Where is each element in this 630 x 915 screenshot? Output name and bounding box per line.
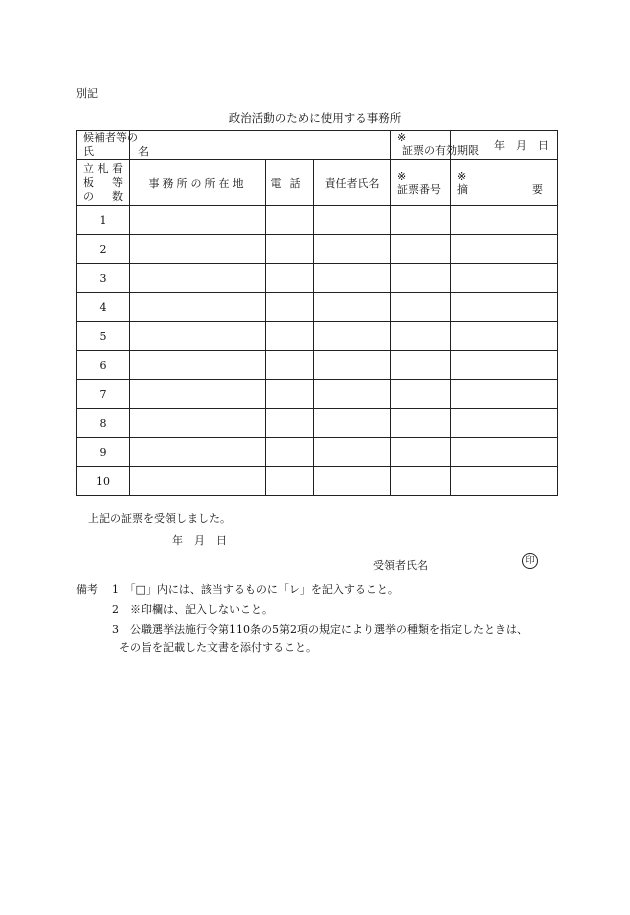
person-in-charge-cell[interactable] (314, 235, 391, 264)
table-row (77, 409, 558, 438)
table-row (77, 293, 558, 322)
note-item-3: 3 公職選挙法施行令第110条の5第2項の規定により選挙の種類を指定したときは、 (112, 623, 528, 636)
row-number[interactable]: 1 (77, 206, 130, 235)
person-in-charge-cell[interactable] (314, 409, 391, 438)
certificate-number-cell[interactable] (391, 438, 451, 467)
row-number[interactable]: 9 (77, 438, 130, 467)
remarks-cell[interactable] (451, 206, 558, 235)
certificate-number-cell[interactable] (391, 206, 451, 235)
candidate-row (77, 131, 558, 160)
person-in-charge-cell[interactable] (314, 293, 391, 322)
certificate-number-cell[interactable] (391, 322, 451, 351)
remarks-cell[interactable] (451, 322, 558, 351)
boards-count-header: 立札看 板 等 の 数 (77, 160, 130, 206)
expiry-label-cell (391, 131, 480, 160)
certificate-number-cell[interactable] (391, 409, 451, 438)
row-number[interactable]: 2 (77, 235, 130, 264)
phone-cell[interactable] (266, 438, 314, 467)
notes-heading: 備考 (76, 583, 98, 596)
note-item-1: 1 「□」内には、該当するものに「レ」を記入すること。 (112, 583, 399, 596)
address-cell[interactable] (130, 264, 266, 293)
header-row (77, 160, 558, 206)
table-row (77, 322, 558, 351)
row-number[interactable]: 10 (77, 467, 130, 496)
phone-header: 電話 (266, 160, 314, 206)
expiry-label: 証票の有効期限 (402, 144, 480, 157)
phone-cell[interactable] (266, 235, 314, 264)
person-in-charge-cell[interactable] (314, 264, 391, 293)
remarks-cell[interactable] (451, 351, 558, 380)
remarks-cell[interactable] (451, 264, 558, 293)
seal-mark: 印 (522, 553, 538, 569)
expiry-date-field[interactable]: 年 月 日 (451, 131, 558, 160)
row-number[interactable]: 6 (77, 351, 130, 380)
address-cell[interactable] (130, 438, 266, 467)
office-use-mark: ※ (457, 169, 467, 183)
table-row (77, 235, 558, 264)
table-row (77, 467, 558, 496)
phone-cell[interactable] (266, 467, 314, 496)
phone-cell[interactable] (266, 206, 314, 235)
candidate-name-label: 候補者等の 氏 名 (77, 131, 130, 160)
remarks-header: ※ 摘 要 (451, 160, 558, 206)
person-in-charge-cell[interactable] (314, 351, 391, 380)
row-number[interactable]: 8 (77, 409, 130, 438)
phone-cell[interactable] (266, 322, 314, 351)
recipient-name-label: 受領者氏名 (373, 559, 428, 572)
address-cell[interactable] (130, 293, 266, 322)
phone-cell[interactable] (266, 380, 314, 409)
data-rows (77, 206, 558, 496)
certificate-number-header: ※ 証票番号 (391, 160, 451, 206)
row-number[interactable]: 5 (77, 322, 130, 351)
certificate-number-cell[interactable] (391, 264, 451, 293)
address-cell[interactable] (130, 235, 266, 264)
person-in-charge-cell[interactable] (314, 206, 391, 235)
address-header: 事務所の所在地 (130, 160, 266, 206)
row-number[interactable]: 4 (77, 293, 130, 322)
table-row (77, 264, 558, 293)
person-in-charge-cell[interactable] (314, 322, 391, 351)
row-number[interactable]: 7 (77, 380, 130, 409)
receipt-date[interactable]: 年 月 日 (172, 534, 227, 547)
phone-cell[interactable] (266, 264, 314, 293)
address-cell[interactable] (130, 409, 266, 438)
certificate-number-cell[interactable] (391, 351, 451, 380)
person-in-charge-cell[interactable] (314, 467, 391, 496)
address-cell[interactable] (130, 467, 266, 496)
person-in-charge-cell[interactable] (314, 438, 391, 467)
phone-cell[interactable] (266, 293, 314, 322)
table-row (77, 438, 558, 467)
phone-cell[interactable] (266, 351, 314, 380)
person-in-charge-cell[interactable] (314, 380, 391, 409)
certificate-number-cell[interactable] (391, 380, 451, 409)
table-row (77, 206, 558, 235)
office-registration-table (76, 130, 558, 496)
candidate-name-field[interactable] (130, 131, 391, 160)
receipt-statement: 上記の証票を受領しました。 (88, 512, 231, 525)
note-item-2: 2 ※印欄は、記入しないこと。 (112, 603, 273, 616)
address-cell[interactable] (130, 322, 266, 351)
address-cell[interactable] (130, 380, 266, 409)
address-cell[interactable] (130, 206, 266, 235)
row-number[interactable]: 3 (77, 264, 130, 293)
certificate-number-cell[interactable] (391, 235, 451, 264)
remarks-cell[interactable] (451, 380, 558, 409)
note-item-3-continued: その旨を記載した文書を添付すること。 (119, 641, 317, 654)
address-cell[interactable] (130, 351, 266, 380)
remarks-cell[interactable] (451, 409, 558, 438)
annex-label: 別記 (76, 87, 98, 100)
remarks-cell[interactable] (451, 235, 558, 264)
person-in-charge-header: 責任者氏名 (314, 160, 391, 206)
certificate-number-cell[interactable] (391, 293, 451, 322)
table-row (77, 380, 558, 409)
office-use-mark: ※ (397, 131, 407, 144)
phone-cell[interactable] (266, 409, 314, 438)
table-row (77, 351, 558, 380)
remarks-cell[interactable] (451, 293, 558, 322)
remarks-cell[interactable] (451, 438, 558, 467)
document-title: 政治活動のために使用する事務所 (228, 111, 402, 125)
office-use-mark: ※ (397, 169, 407, 183)
remarks-cell[interactable] (451, 467, 558, 496)
certificate-number-cell[interactable] (391, 467, 451, 496)
